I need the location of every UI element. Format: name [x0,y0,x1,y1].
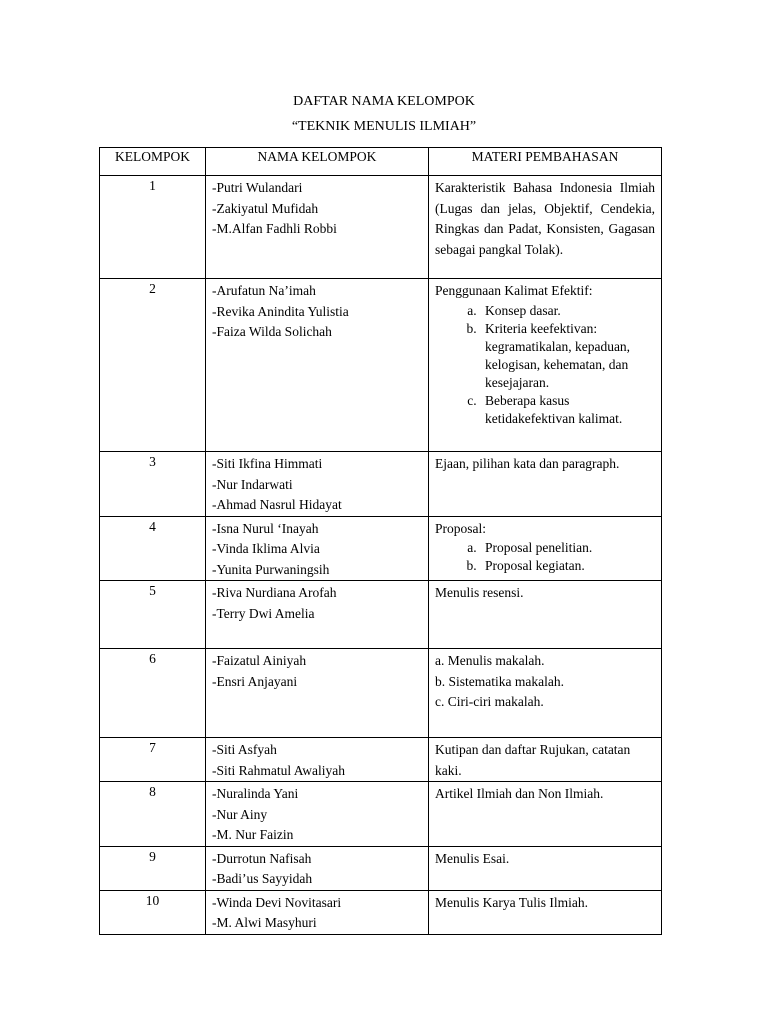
material-line: a. Menulis makalah. [435,653,545,668]
group-members [206,452,429,517]
material-list-item: a. Konsep dasar. [480,302,655,320]
member-name: -Zakiyatul Mufidah [212,200,319,216]
group-members [206,649,429,738]
member-name: -Vinda Iklima Alvia [212,541,320,556]
material-list [435,302,655,428]
group-number: 5 [100,581,206,649]
material-list-item: a. Proposal penelitian. [480,539,655,557]
group-number: 1 [100,176,206,279]
table-row [100,738,662,782]
group-members [206,782,429,847]
document-title: DAFTAR NAMA KELOMPOK [293,94,475,109]
member-name: -Revika Anindita Yulistia [212,303,349,319]
member-name: -Siti Rahmatul Awaliyah [212,762,345,778]
member-name: -Siti Ikfina Himmati [212,456,323,471]
table-row [100,649,662,738]
material-intro: Penggunaan Kalimat Efektif: [435,283,593,298]
group-material: Kutipan dan daftar Rujukan, catatan kaki. [429,738,662,782]
member-name: -Putri Wulandari [212,180,303,195]
group-table [99,147,662,935]
group-number: 4 [100,516,206,581]
material-line: c. Ciri-ciri makalah. [435,694,544,709]
material-intro: Proposal: [435,520,487,536]
material-list-item: b. Proposal kegiatan. [480,557,655,575]
table-header-row [100,148,662,176]
member-name: -M. Nur Faizin [212,827,294,842]
member-name: -Winda Devi Novitasari [212,894,342,910]
member-name: -Faiza Wilda Solichah [212,324,332,339]
group-members [206,846,429,890]
group-members [206,890,429,934]
table-row [100,782,662,847]
group-material: Menulis Karya Tulis Ilmiah. [429,890,662,934]
group-members [206,176,429,279]
member-name: -Badi’us Sayyidah [212,871,313,886]
material-list-item: c. Beberapa kasus ketidakefektivan kalimat. [480,392,655,428]
member-name: -Terry Dwi Amelia [212,605,315,621]
group-members [206,279,429,452]
group-number: 3 [100,452,206,517]
table-row [100,516,662,581]
group-material: Ejaan, pilihan kata dan paragraph. [429,452,662,517]
member-name: -Arufatun Na’imah [212,283,316,298]
table-row [100,846,662,890]
member-name: -Isna Nurul ‘Inayah [212,520,319,536]
document-subtitle: “TEKNIK MENULIS ILMIAH” [291,119,477,134]
member-name: -Siti Asfyah [212,742,277,757]
table-row [100,452,662,517]
member-name: -Faizatul Ainiyah [212,653,307,668]
group-material: Karakteristik Bahasa Indonesia Ilmiah (Lugas dan jelas, Objektif, Cendekia, Ringkas dan Padat, Konsisten, Gagasan sebagai pangkal Tolak). [429,176,662,279]
group-material [429,279,662,452]
group-material: Artikel Ilmiah dan Non Ilmiah. [429,782,662,847]
member-name: -M. Alwi Masyhuri [212,915,317,930]
group-material [429,516,662,581]
group-members [206,581,429,649]
group-number: 6 [100,649,206,738]
material-list-item: b. Kriteria keefektivan: kegramatikalan, kepaduan, kelogisan, kehematan, dan kesejajaran. [480,320,655,392]
member-name: -Yunita Purwaningsih [212,561,330,577]
header-kelompok: KELOMPOK [100,148,206,176]
group-members [206,738,429,782]
header-nama-kelompok: NAMA KELOMPOK [206,148,429,176]
member-name: -Nuralinda Yani [212,786,299,801]
table-row [100,176,662,279]
group-material [429,649,662,738]
group-number: 2 [100,279,206,452]
member-name: -Nur Ainy [212,806,268,822]
material-line: b. Sistematika makalah. [435,673,564,689]
group-number: 10 [100,890,206,934]
table-row [100,279,662,452]
group-number: 9 [100,846,206,890]
header-materi-pembahasan: MATERI PEMBAHASAN [429,148,662,176]
member-name: -Nur Indarwati [212,476,293,492]
member-name: -Ahmad Nasrul Hidayat [212,497,342,512]
group-number: 7 [100,738,206,782]
material-list [435,539,655,575]
group-material: Menulis Esai. [429,846,662,890]
table-row [100,890,662,934]
group-material: Menulis resensi. [429,581,662,649]
group-number: 8 [100,782,206,847]
member-name: -Ensri Anjayani [212,673,298,689]
member-name: -Riva Nurdiana Arofah [212,585,337,600]
table-row [100,581,662,649]
group-members [206,516,429,581]
member-name: -Durrotun Nafisah [212,850,312,866]
member-name: -M.Alfan Fadhli Robbi [212,221,337,236]
